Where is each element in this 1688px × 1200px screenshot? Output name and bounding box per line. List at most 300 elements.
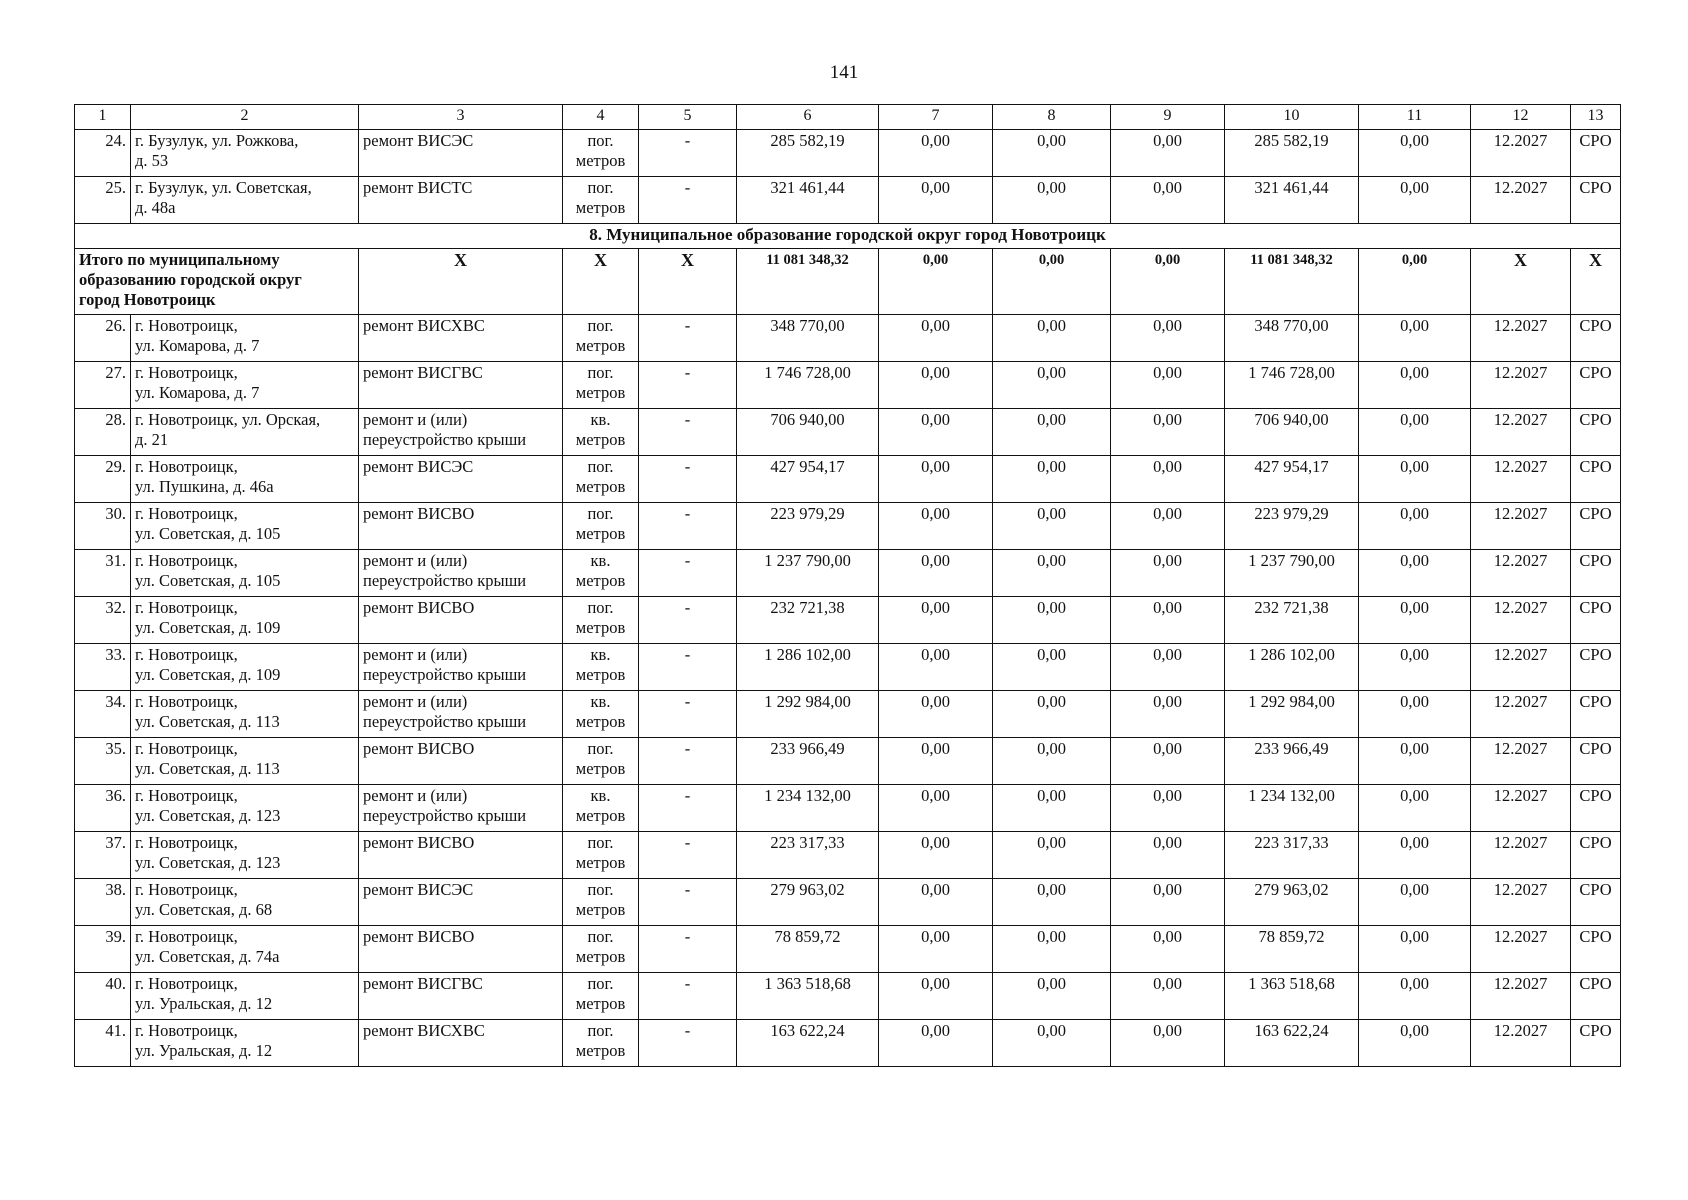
address-line: ул. Советская, д. 113 <box>135 712 280 731</box>
other-funds-cell: 0,00 <box>1359 691 1471 738</box>
regional-funds-cell: 0,00 <box>993 362 1111 409</box>
work-type-cell <box>359 315 563 362</box>
volume-cell: - <box>639 785 737 832</box>
column-header: 3 <box>359 105 563 130</box>
address-line: г. Новотроицк, <box>135 598 238 617</box>
unit-cell <box>563 1020 639 1067</box>
federal-funds-cell: 0,00 <box>879 973 993 1020</box>
completion-date-cell: 12.2027 <box>1471 315 1571 362</box>
work-type-cell <box>359 550 563 597</box>
local-funds-cell: 0,00 <box>1111 362 1225 409</box>
address-cell <box>131 503 359 550</box>
row-number: 38. <box>75 879 131 926</box>
other-funds-cell: 0,00 <box>1359 550 1471 597</box>
work-type-cell <box>359 691 563 738</box>
column-header: 4 <box>563 105 639 130</box>
unit-line: пог. <box>587 927 614 946</box>
row-number: 28. <box>75 409 131 456</box>
work-type-line: ремонт ВИСЭС <box>363 880 474 899</box>
completion-date-cell: 12.2027 <box>1471 738 1571 785</box>
work-type-cell <box>359 503 563 550</box>
unit-line: пог. <box>587 833 614 852</box>
volume-cell: - <box>639 177 737 224</box>
operator-cell: СРО <box>1571 550 1621 597</box>
local-funds-cell: 0,00 <box>1111 315 1225 362</box>
volume-cell: - <box>639 973 737 1020</box>
regional-funds-cell: 0,00 <box>993 644 1111 691</box>
unit-cell <box>563 315 639 362</box>
work-type-cell <box>359 644 563 691</box>
total-label <box>75 249 359 315</box>
unit-line: метров <box>575 665 626 684</box>
local-funds-cell: 0,00 <box>1111 550 1225 597</box>
total-cost-cell: 348 770,00 <box>737 315 879 362</box>
other-funds-cell: 0,00 <box>1359 130 1471 177</box>
total-cost-cell: 233 966,49 <box>737 738 879 785</box>
federal-funds-cell: 0,00 <box>879 691 993 738</box>
row-number: 31. <box>75 550 131 597</box>
table-row <box>75 644 1621 691</box>
unit-line: пог. <box>587 880 614 899</box>
owner-funds-cell: 1 237 790,00 <box>1225 550 1359 597</box>
table-row <box>75 503 1621 550</box>
address-line: г. Новотроицк, <box>135 786 238 805</box>
row-number: 32. <box>75 597 131 644</box>
address-cell <box>131 362 359 409</box>
local-funds-cell: 0,00 <box>1111 456 1225 503</box>
address-line: ул. Комарова, д. 7 <box>135 383 260 402</box>
total-federal-sum: 0,00 <box>879 249 993 315</box>
address-line: д. 53 <box>135 151 169 170</box>
volume-cell: - <box>639 691 737 738</box>
table-row <box>75 550 1621 597</box>
capital-repair-table <box>74 104 1621 1067</box>
address-cell <box>131 315 359 362</box>
volume-cell: - <box>639 597 737 644</box>
work-type-line: ремонт и (или) <box>363 692 468 711</box>
total-cost-cell: 1 292 984,00 <box>737 691 879 738</box>
address-cell <box>131 130 359 177</box>
regional-funds-cell: 0,00 <box>993 503 1111 550</box>
row-number: 30. <box>75 503 131 550</box>
unit-line: метров <box>575 430 626 449</box>
volume-cell: - <box>639 456 737 503</box>
unit-cell <box>563 879 639 926</box>
work-type-line: ремонт ВИСВО <box>363 598 475 617</box>
owner-funds-cell: 1 234 132,00 <box>1225 785 1359 832</box>
local-funds-cell: 0,00 <box>1111 738 1225 785</box>
total-cost-cell: 223 979,29 <box>737 503 879 550</box>
unit-line: метров <box>575 947 626 966</box>
work-type-cell <box>359 1020 563 1067</box>
unit-line: пог. <box>587 598 614 617</box>
federal-funds-cell: 0,00 <box>879 456 993 503</box>
operator-cell: СРО <box>1571 832 1621 879</box>
other-funds-cell: 0,00 <box>1359 177 1471 224</box>
operator-cell: СРО <box>1571 362 1621 409</box>
owner-funds-cell: 706 940,00 <box>1225 409 1359 456</box>
total-cost-cell: 1 234 132,00 <box>737 785 879 832</box>
other-funds-cell: 0,00 <box>1359 832 1471 879</box>
column-number-row <box>75 105 1621 130</box>
address-line: ул. Советская, д. 109 <box>135 618 281 637</box>
owner-funds-cell: 1 363 518,68 <box>1225 973 1359 1020</box>
table-row <box>75 1020 1621 1067</box>
unit-line: метров <box>575 853 626 872</box>
regional-funds-cell: 0,00 <box>993 315 1111 362</box>
regional-funds-cell: 0,00 <box>993 409 1111 456</box>
address-line: ул. Пушкина, д. 46а <box>135 477 274 496</box>
column-header: 6 <box>737 105 879 130</box>
total-cost-cell: 1 363 518,68 <box>737 973 879 1020</box>
owner-funds-cell: 78 859,72 <box>1225 926 1359 973</box>
unit-cell <box>563 130 639 177</box>
address-line: г. Новотроицк, <box>135 504 238 523</box>
column-header: 8 <box>993 105 1111 130</box>
regional-funds-cell: 0,00 <box>993 879 1111 926</box>
work-type-cell <box>359 456 563 503</box>
operator-cell: СРО <box>1571 503 1621 550</box>
address-line: д. 48а <box>135 198 176 217</box>
work-type-cell <box>359 409 563 456</box>
total-x-mark: Х <box>359 249 563 315</box>
work-type-line: переустройство крыши <box>363 806 527 825</box>
column-header: 2 <box>131 105 359 130</box>
row-number: 40. <box>75 973 131 1020</box>
total-label-line: Итого по муниципальному <box>79 250 280 269</box>
address-line: г. Новотроицк, <box>135 316 238 335</box>
row-number: 34. <box>75 691 131 738</box>
local-funds-cell: 0,00 <box>1111 644 1225 691</box>
work-type-line: ремонт ВИСЭС <box>363 131 474 150</box>
regional-funds-cell: 0,00 <box>993 738 1111 785</box>
local-funds-cell: 0,00 <box>1111 597 1225 644</box>
regional-funds-cell: 0,00 <box>993 785 1111 832</box>
unit-line: метров <box>575 1041 626 1060</box>
address-line: г. Новотроицк, <box>135 551 238 570</box>
total-cost-cell: 223 317,33 <box>737 832 879 879</box>
owner-funds-cell: 279 963,02 <box>1225 879 1359 926</box>
table-row <box>75 130 1621 177</box>
address-line: ул. Советская, д. 113 <box>135 759 280 778</box>
federal-funds-cell: 0,00 <box>879 832 993 879</box>
row-number: 35. <box>75 738 131 785</box>
completion-date-cell: 12.2027 <box>1471 550 1571 597</box>
completion-date-cell: 12.2027 <box>1471 785 1571 832</box>
volume-cell: - <box>639 926 737 973</box>
completion-date-cell: 12.2027 <box>1471 177 1571 224</box>
work-type-cell <box>359 362 563 409</box>
operator-cell: СРО <box>1571 409 1621 456</box>
owner-funds-cell: 223 979,29 <box>1225 503 1359 550</box>
address-cell <box>131 409 359 456</box>
owner-funds-cell: 233 966,49 <box>1225 738 1359 785</box>
other-funds-cell: 0,00 <box>1359 315 1471 362</box>
total-local-sum: 0,00 <box>1111 249 1225 315</box>
total-other-sum: 0,00 <box>1359 249 1471 315</box>
volume-cell: - <box>639 644 737 691</box>
row-number: 36. <box>75 785 131 832</box>
local-funds-cell: 0,00 <box>1111 879 1225 926</box>
local-funds-cell: 0,00 <box>1111 785 1225 832</box>
volume-cell: - <box>639 550 737 597</box>
address-cell <box>131 785 359 832</box>
regional-funds-cell: 0,00 <box>993 597 1111 644</box>
total-cost-cell: 1 286 102,00 <box>737 644 879 691</box>
unit-cell <box>563 550 639 597</box>
unit-cell <box>563 597 639 644</box>
address-line: ул. Советская, д. 105 <box>135 524 281 543</box>
owner-funds-cell: 223 317,33 <box>1225 832 1359 879</box>
unit-line: пог. <box>587 457 614 476</box>
unit-line: пог. <box>587 974 614 993</box>
municipality-total-row <box>75 249 1621 315</box>
column-header: 1 <box>75 105 131 130</box>
other-funds-cell: 0,00 <box>1359 926 1471 973</box>
work-type-line: ремонт и (или) <box>363 410 468 429</box>
work-type-line: ремонт ВИСЭС <box>363 457 474 476</box>
unit-line: метров <box>575 477 626 496</box>
work-type-cell <box>359 785 563 832</box>
work-type-line: переустройство крыши <box>363 571 527 590</box>
regional-funds-cell: 0,00 <box>993 832 1111 879</box>
unit-cell <box>563 973 639 1020</box>
federal-funds-cell: 0,00 <box>879 315 993 362</box>
table-row <box>75 597 1621 644</box>
total-label-line: город Новотроицк <box>79 290 216 309</box>
address-line: ул. Советская, д. 105 <box>135 571 281 590</box>
federal-funds-cell: 0,00 <box>879 785 993 832</box>
unit-line: кв. <box>590 692 611 711</box>
address-line: ул. Уральская, д. 12 <box>135 1041 273 1060</box>
work-type-line: ремонт ВИСХВС <box>363 316 485 335</box>
unit-line: кв. <box>590 551 611 570</box>
local-funds-cell: 0,00 <box>1111 832 1225 879</box>
operator-cell: СРО <box>1571 926 1621 973</box>
row-number: 39. <box>75 926 131 973</box>
owner-funds-cell: 321 461,44 <box>1225 177 1359 224</box>
address-line: г. Новотроицк, <box>135 363 238 382</box>
completion-date-cell: 12.2027 <box>1471 503 1571 550</box>
local-funds-cell: 0,00 <box>1111 1020 1225 1067</box>
owner-funds-cell: 1 292 984,00 <box>1225 691 1359 738</box>
address-line: ул. Советская, д. 68 <box>135 900 273 919</box>
address-line: г. Новотроицк, <box>135 1021 238 1040</box>
row-number: 24. <box>75 130 131 177</box>
work-type-cell <box>359 177 563 224</box>
address-line: г. Новотроицк, <box>135 692 238 711</box>
volume-cell: - <box>639 1020 737 1067</box>
address-cell <box>131 177 359 224</box>
operator-cell: СРО <box>1571 597 1621 644</box>
table-row <box>75 409 1621 456</box>
work-type-line: переустройство крыши <box>363 430 527 449</box>
address-cell <box>131 879 359 926</box>
unit-line: метров <box>575 900 626 919</box>
local-funds-cell: 0,00 <box>1111 409 1225 456</box>
unit-line: кв. <box>590 410 611 429</box>
federal-funds-cell: 0,00 <box>879 738 993 785</box>
operator-cell: СРО <box>1571 973 1621 1020</box>
federal-funds-cell: 0,00 <box>879 879 993 926</box>
column-header: 5 <box>639 105 737 130</box>
completion-date-cell: 12.2027 <box>1471 832 1571 879</box>
unit-line: метров <box>575 759 626 778</box>
column-header: 12 <box>1471 105 1571 130</box>
unit-line: метров <box>575 571 626 590</box>
table-row <box>75 832 1621 879</box>
table-row <box>75 456 1621 503</box>
completion-date-cell: 12.2027 <box>1471 973 1571 1020</box>
address-line: г. Новотроицк, <box>135 739 238 758</box>
volume-cell: - <box>639 362 737 409</box>
address-cell <box>131 550 359 597</box>
other-funds-cell: 0,00 <box>1359 1020 1471 1067</box>
row-number: 27. <box>75 362 131 409</box>
work-type-cell <box>359 926 563 973</box>
address-cell <box>131 738 359 785</box>
table-row <box>75 879 1621 926</box>
address-line: г. Новотроицк, <box>135 880 238 899</box>
table-row <box>75 691 1621 738</box>
unit-line: кв. <box>590 645 611 664</box>
unit-line: пог. <box>587 131 614 150</box>
address-cell <box>131 456 359 503</box>
total-cost-cell: 285 582,19 <box>737 130 879 177</box>
table-row <box>75 362 1621 409</box>
other-funds-cell: 0,00 <box>1359 597 1471 644</box>
owner-funds-cell: 285 582,19 <box>1225 130 1359 177</box>
table-row <box>75 973 1621 1020</box>
regional-funds-cell: 0,00 <box>993 177 1111 224</box>
address-line: ул. Советская, д. 74а <box>135 947 280 966</box>
federal-funds-cell: 0,00 <box>879 177 993 224</box>
address-line: г. Новотроицк, <box>135 833 238 852</box>
owner-funds-cell: 1 746 728,00 <box>1225 362 1359 409</box>
row-number: 29. <box>75 456 131 503</box>
work-type-line: ремонт ВИСВО <box>363 927 475 946</box>
column-header: 10 <box>1225 105 1359 130</box>
volume-cell: - <box>639 832 737 879</box>
row-number: 41. <box>75 1020 131 1067</box>
federal-funds-cell: 0,00 <box>879 503 993 550</box>
address-cell <box>131 1020 359 1067</box>
total-cost-cell: 232 721,38 <box>737 597 879 644</box>
volume-cell: - <box>639 879 737 926</box>
row-number: 26. <box>75 315 131 362</box>
completion-date-cell: 12.2027 <box>1471 456 1571 503</box>
completion-date-cell: 12.2027 <box>1471 926 1571 973</box>
regional-funds-cell: 0,00 <box>993 550 1111 597</box>
page-number: 141 <box>829 62 859 83</box>
unit-line: метров <box>575 806 626 825</box>
unit-line: пог. <box>587 363 614 382</box>
owner-funds-cell: 232 721,38 <box>1225 597 1359 644</box>
completion-date-cell: 12.2027 <box>1471 1020 1571 1067</box>
unit-line: метров <box>575 712 626 731</box>
federal-funds-cell: 0,00 <box>879 550 993 597</box>
address-line: ул. Комарова, д. 7 <box>135 336 260 355</box>
unit-cell <box>563 503 639 550</box>
column-header: 7 <box>879 105 993 130</box>
local-funds-cell: 0,00 <box>1111 177 1225 224</box>
completion-date-cell: 12.2027 <box>1471 879 1571 926</box>
unit-line: пог. <box>587 739 614 758</box>
operator-cell: СРО <box>1571 879 1621 926</box>
volume-cell: - <box>639 315 737 362</box>
total-cost-cell: 163 622,24 <box>737 1020 879 1067</box>
work-type-line: ремонт и (или) <box>363 645 468 664</box>
work-type-line: переустройство крыши <box>363 712 527 731</box>
total-cost-cell: 78 859,72 <box>737 926 879 973</box>
unit-cell <box>563 738 639 785</box>
local-funds-cell: 0,00 <box>1111 926 1225 973</box>
total-x-mark: Х <box>639 249 737 315</box>
work-type-line: ремонт ВИСГВС <box>363 974 483 993</box>
address-cell <box>131 691 359 738</box>
work-type-line: ремонт ВИСГВС <box>363 363 483 382</box>
address-line: д. 21 <box>135 430 169 449</box>
work-type-line: ремонт ВИСВО <box>363 833 475 852</box>
owner-funds-cell: 427 954,17 <box>1225 456 1359 503</box>
address-line: г. Новотроицк, <box>135 927 238 946</box>
work-type-line: ремонт и (или) <box>363 786 468 805</box>
address-line: ул. Советская, д. 123 <box>135 853 281 872</box>
other-funds-cell: 0,00 <box>1359 738 1471 785</box>
regional-funds-cell: 0,00 <box>993 456 1111 503</box>
unit-line: кв. <box>590 786 611 805</box>
operator-cell: СРО <box>1571 644 1621 691</box>
unit-cell <box>563 362 639 409</box>
address-cell <box>131 832 359 879</box>
volume-cell: - <box>639 409 737 456</box>
total-cost-cell: 427 954,17 <box>737 456 879 503</box>
completion-date-cell: 12.2027 <box>1471 597 1571 644</box>
unit-cell <box>563 691 639 738</box>
unit-cell <box>563 785 639 832</box>
regional-funds-cell: 0,00 <box>993 926 1111 973</box>
unit-line: метров <box>575 524 626 543</box>
other-funds-cell: 0,00 <box>1359 362 1471 409</box>
total-cost-cell: 706 940,00 <box>737 409 879 456</box>
work-type-line: ремонт ВИСХВС <box>363 1021 485 1040</box>
owner-funds-cell: 1 286 102,00 <box>1225 644 1359 691</box>
other-funds-cell: 0,00 <box>1359 644 1471 691</box>
unit-line: метров <box>575 383 626 402</box>
table-row <box>75 785 1621 832</box>
column-header: 9 <box>1111 105 1225 130</box>
operator-cell: СРО <box>1571 691 1621 738</box>
unit-line: пог. <box>587 504 614 523</box>
total-cost-sum: 11 081 348,32 <box>737 249 879 315</box>
operator-cell: СРО <box>1571 130 1621 177</box>
address-line: г. Новотроицк, ул. Орская, <box>135 410 321 429</box>
work-type-line: ремонт ВИСТС <box>363 178 473 197</box>
other-funds-cell: 0,00 <box>1359 785 1471 832</box>
address-line: г. Новотроицк, <box>135 645 238 664</box>
regional-funds-cell: 0,00 <box>993 973 1111 1020</box>
unit-line: пог. <box>587 316 614 335</box>
volume-cell: - <box>639 503 737 550</box>
other-funds-cell: 0,00 <box>1359 503 1471 550</box>
unit-cell <box>563 177 639 224</box>
regional-funds-cell: 0,00 <box>993 1020 1111 1067</box>
local-funds-cell: 0,00 <box>1111 130 1225 177</box>
federal-funds-cell: 0,00 <box>879 130 993 177</box>
row-number: 25. <box>75 177 131 224</box>
other-funds-cell: 0,00 <box>1359 973 1471 1020</box>
address-line: г. Бузулук, ул. Рожкова, <box>135 131 299 150</box>
